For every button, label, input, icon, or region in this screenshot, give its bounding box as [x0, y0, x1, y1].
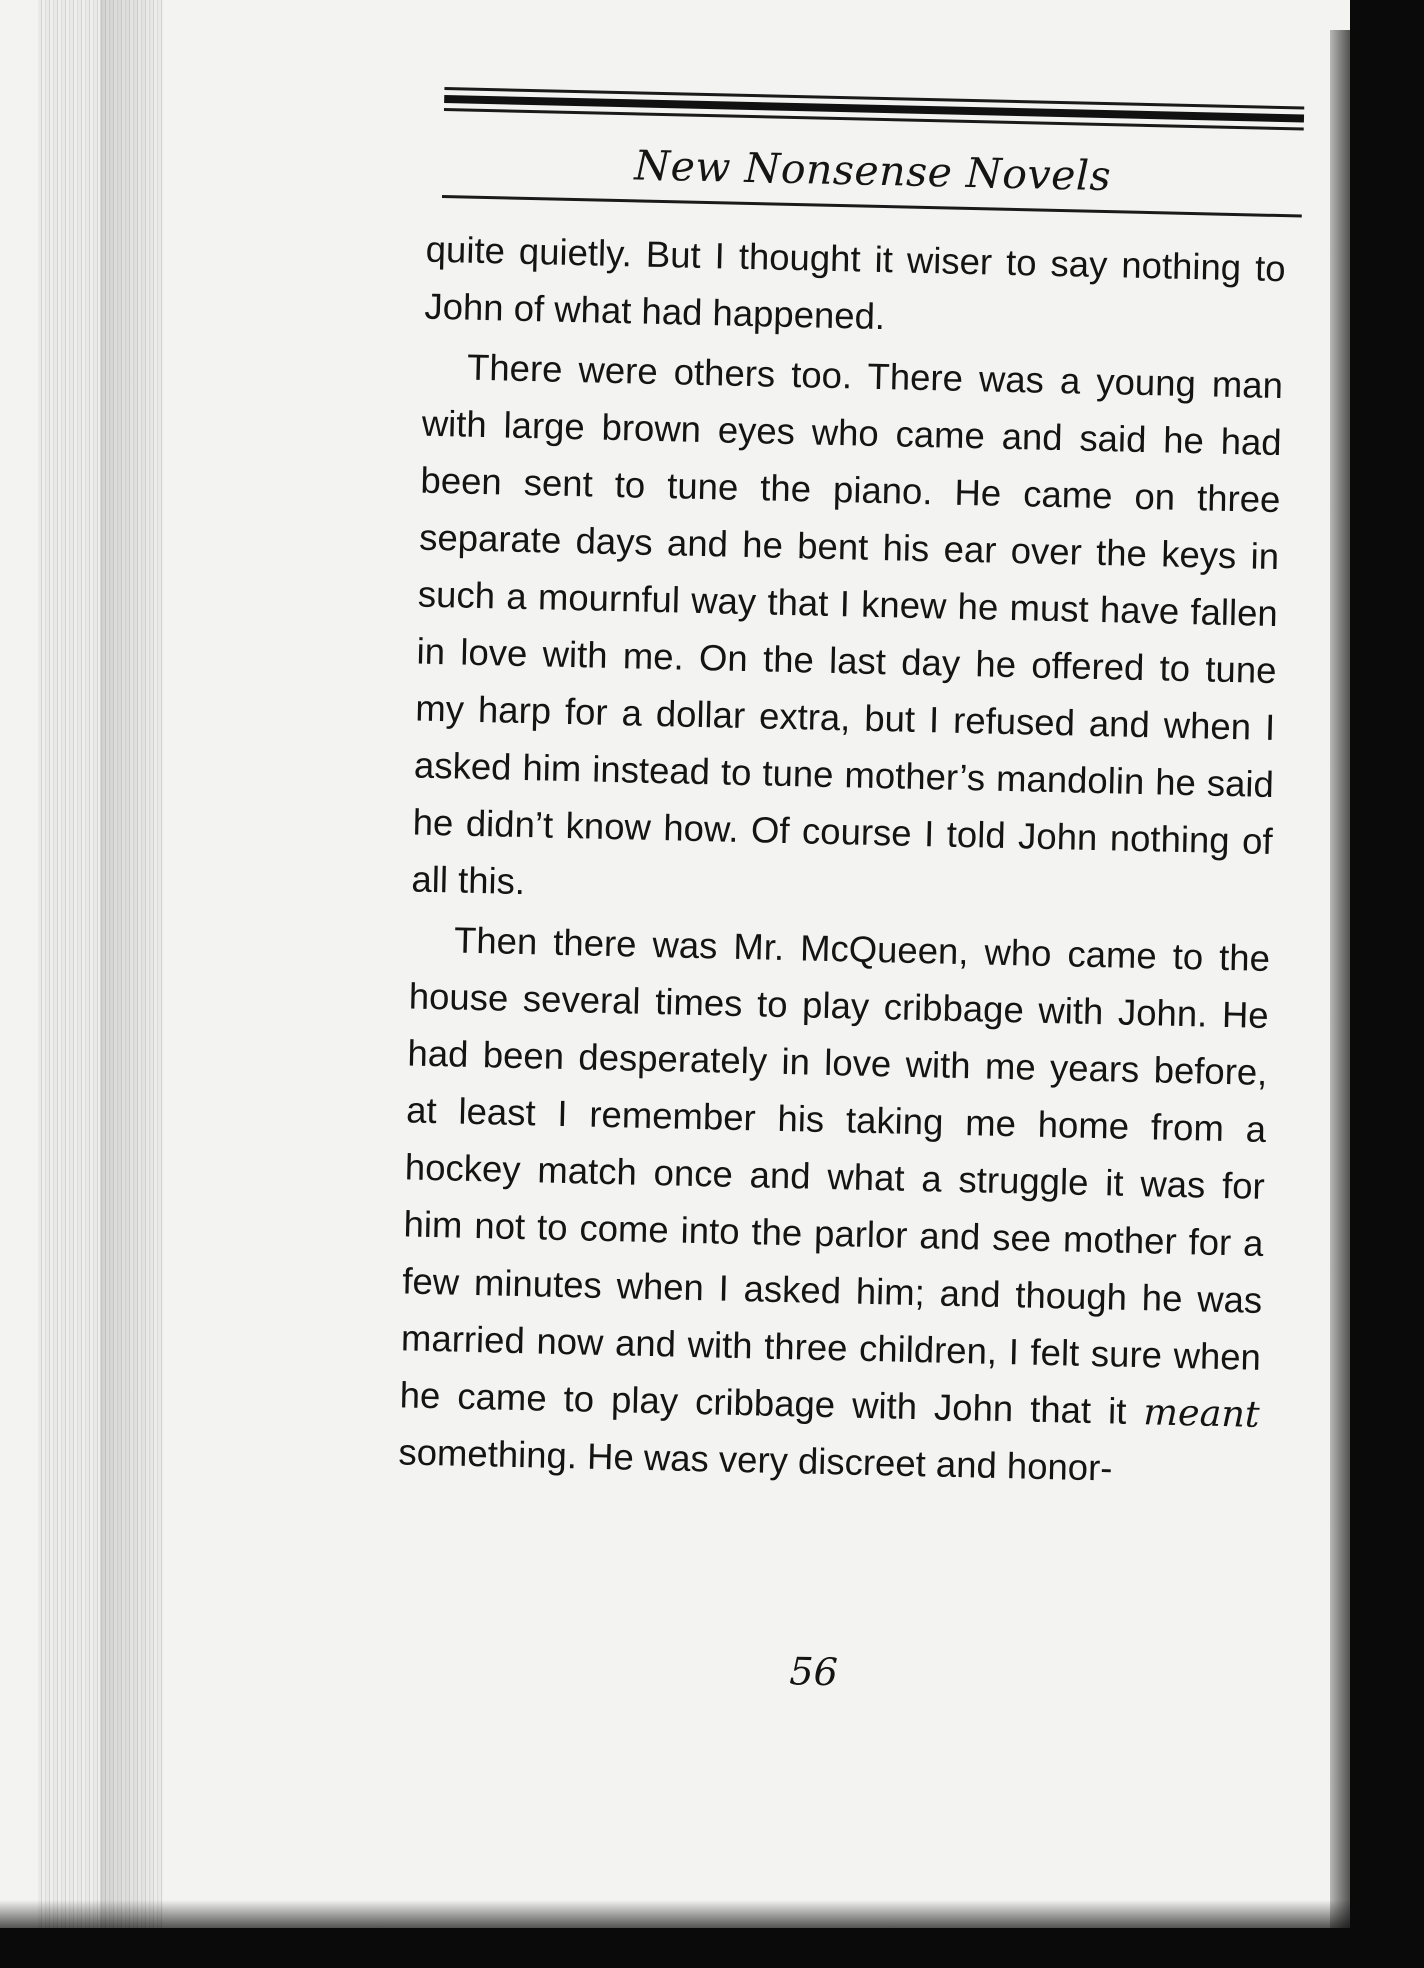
running-head: New Nonsense Novels [633, 141, 1112, 201]
emphasis-word: meant [1142, 1390, 1261, 1436]
paragraph-2 [411, 338, 1284, 927]
paragraph-3-text: Then there was Mr. McQueen, who came to the house several times to play cribbage with John. He had been desperately in love with me years before, at least I remember his taking me home from a hockey match once and what a struggle it was for him not to come into the parlor and see mother for a few minutes when I asked him; and though he was married now and with three children, I felt sure when he came to play cribbage with John that it [399, 919, 1271, 1432]
body-text [398, 221, 1286, 1500]
bottom-shadow [0, 1900, 1350, 1928]
paragraph-1 [424, 221, 1286, 354]
page-content [350, 70, 1309, 1830]
paragraph-2-text: There were others too. There was a young man with large brown eyes who came and said he had been sent to tune the piano. He came on three separate days and he bent his ear over the keys in such a mournful way that I knew he must have fallen in love with me. On the last day he offered to tune my harp for a dollar extra, but I refused and when I asked him instead to tune mother’s mandolin he said he didn’t know how. Of course I told John nothing of all this. [411, 346, 1284, 903]
paragraph-3 [398, 910, 1271, 1499]
gutter-shadow [100, 0, 160, 1928]
paragraph-3-text-end: something. He was very discreet and honor- [398, 1431, 1113, 1489]
page-edge-right [1330, 30, 1350, 1928]
paragraph-1-text: quite quietly. But I thought it wiser to say nothing to John of what had happened. [424, 228, 1287, 338]
page-number: 56 [788, 1649, 839, 1695]
header-rules [444, 87, 1304, 136]
